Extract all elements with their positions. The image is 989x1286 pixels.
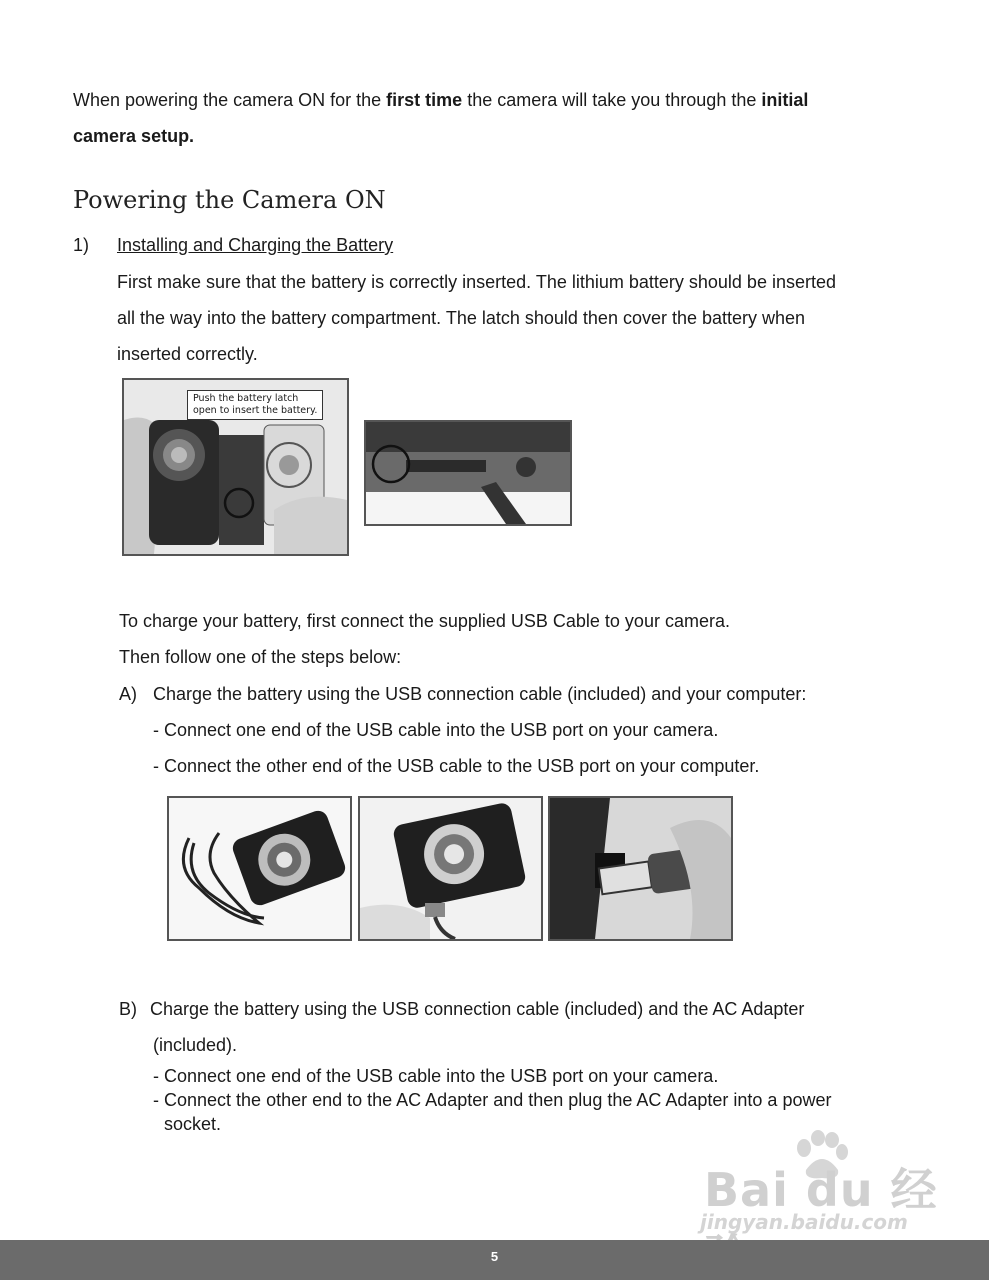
battery-insert-photo xyxy=(122,378,349,556)
usb-into-camera-photo xyxy=(358,796,543,941)
usb-plug-laptop-illustration xyxy=(550,798,731,939)
intro-text: the camera will take you through the xyxy=(462,90,762,110)
intro-line-1 xyxy=(73,89,808,111)
option-a-step-2: - Connect the other end of the USB cable to the USB port on your computer. xyxy=(153,756,760,776)
intro-bold-camera-setup: camera setup. xyxy=(73,126,195,146)
charge-intro-1: To charge your battery, first connect the supplied USB Cable to your camera. xyxy=(119,611,730,631)
option-b-label: B) xyxy=(119,999,137,1019)
option-b-step-2-cont: socket. xyxy=(164,1114,222,1134)
watermark-url: jingyan.baidu.com xyxy=(700,1210,908,1234)
battery-latch-callout: Push the battery latch open to insert the battery. xyxy=(187,390,323,420)
cable-plugged-camera-illustration xyxy=(360,798,541,939)
option-a-label: A) xyxy=(119,684,137,704)
intro-bold-first-time: first time xyxy=(386,90,463,110)
option-b-text: Charge the battery using the USB connection cable (included) and the AC Adapter xyxy=(150,999,805,1019)
baidu-watermark xyxy=(700,1130,940,1240)
page-footer xyxy=(0,1240,989,1280)
step-body-line-1: First make sure that the battery is correctly inserted. The lithium battery should be inserted xyxy=(117,272,836,292)
camera-bottom-illustration xyxy=(366,422,570,524)
charge-intro-2: Then follow one of the steps below: xyxy=(119,647,402,667)
intro-line-2 xyxy=(73,125,194,147)
option-b-text-cont: (included). xyxy=(153,1035,238,1055)
camera-and-cable-illustration xyxy=(169,798,350,939)
intro-text: When powering the camera ON for the xyxy=(73,90,387,110)
option-b-step-2: - Connect the other end to the AC Adapter and then plug the AC Adapter into a power xyxy=(153,1090,832,1110)
step-title: Installing and Charging the Battery xyxy=(117,235,394,255)
option-b-step-1: - Connect one end of the USB cable into the USB port on your camera. xyxy=(153,1066,719,1086)
step-body-line-3: inserted correctly. xyxy=(117,344,258,364)
option-a-text: Charge the battery using the USB connection cable (included) and your computer: xyxy=(153,684,807,704)
step-number: 1) xyxy=(73,235,90,255)
step-body-line-2: all the way into the battery compartment. The latch should then cover the battery when xyxy=(117,308,806,328)
usb-into-computer-photo xyxy=(548,796,733,941)
watermark-brand: Bai du 经 xyxy=(704,1163,938,1217)
usb-cable-camera-photo xyxy=(167,796,352,941)
battery-latch-photo xyxy=(364,420,572,526)
option-a-step-1: - Connect one end of the USB cable into the USB port on your camera. xyxy=(153,720,719,740)
page-number: 5 xyxy=(490,1249,499,1264)
intro-bold-initial: initial xyxy=(761,90,809,110)
section-title: Powering the Camera ON xyxy=(73,186,386,214)
